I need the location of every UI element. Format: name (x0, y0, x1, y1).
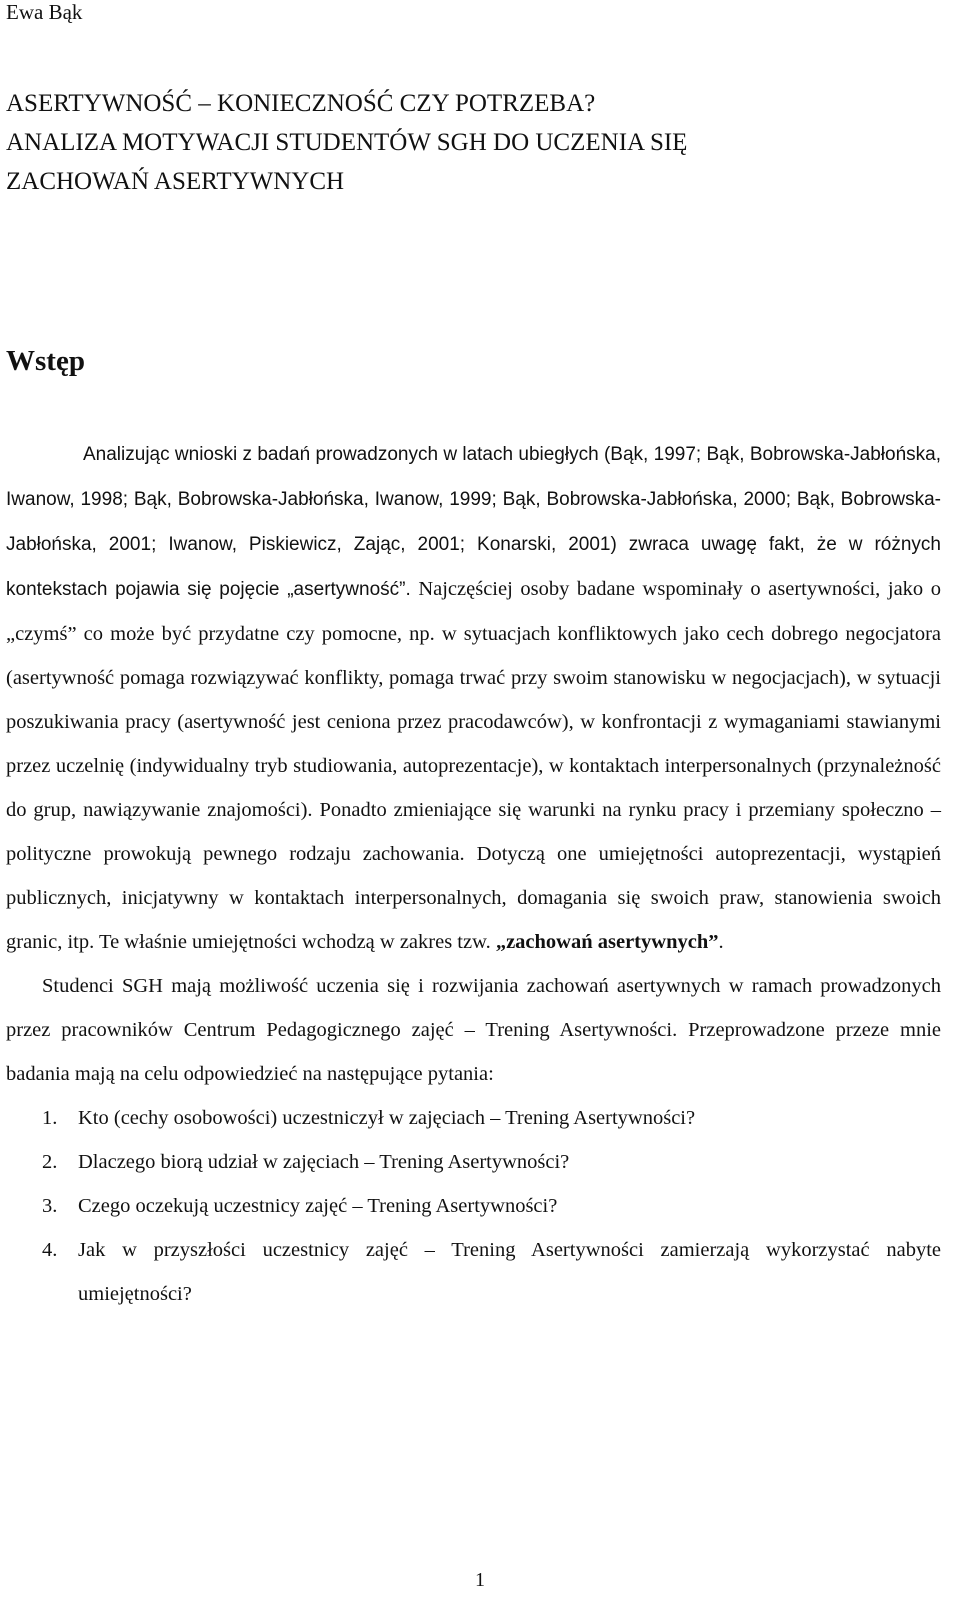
list-item-text: Jak w przyszłości uczestnicy zajęć – Trening Asertywności zamierzają wykorzystać nabyte umiejętności? (78, 1239, 941, 1305)
document-title (6, 84, 936, 201)
list-item (6, 1096, 941, 1140)
author-name: Ewa Bąk (6, 0, 83, 24)
list-item (6, 1140, 941, 1184)
list-item (6, 1228, 941, 1316)
list-item-text: Czego oczekują uczestnicy zajęć – Trening Asertywności? (78, 1195, 558, 1217)
paragraph-intro-part-a: Analizując wnioski z badań prowadzonych w latach ubiegłych (Bąk, 1997; Bąk, Bobrowska-Jabłońska, Iwanow, 1998; Bąk, Bobrowska-Jabłońska, Iwanow, 1999; Bąk, Bobrowska-Jabłońska, 2000; Bąk, Bobrowska-Jabłońska, 2001; Iwanow, Piskiewicz, Zając, 2001; Konarski, 2001) zwraca uwagę fakt, że w różnych kontekstach pojawia się pojęcie „asertywność”. (6, 444, 941, 600)
list-item (6, 1184, 941, 1228)
list-item-number: 2. (42, 1151, 58, 1173)
paragraph-research: Studenci SGH mają możliwość uczenia się i rozwijania zachowań asertywnych w ramach prowadzonych przez pracowników Centrum Pedagogicznego zajęć – Trening Asertywności. Przeprowadzone przeze mnie badania mają na celu odpowiedzieć na następujące pytania: (6, 975, 941, 1085)
section-heading: Wstęp (6, 345, 85, 377)
list-item-text: Dlaczego biorą udział w zajęciach – Trening Asertywności? (78, 1151, 570, 1173)
list-item-text: Kto (cechy osobowości) uczestniczył w zajęciach – Trening Asertywności? (78, 1107, 696, 1129)
paragraph-intro-part-b: Najczęściej osoby badane wspominały o asertywności, jako o „czymś” co może być przydatne czy pomocne, np. w sytuacjach konfliktowych jako cech dobrego negocjatora (asertywność pomaga rozwiązywać konflikty, pomaga trwać przy swoim stanowisku w negocjacjach), w sytuacji poszukiwania pracy (asertywność jest ceniona przez pracodawców), w konfrontacji z wymaganiami stawianymi przez uczelnię (indywidualny tryb studiowania, autoprezentacje), w kontaktach interpersonalnych (przynależność do grup, nawiązywanie znajomości). Ponadto zmieniające się warunki na rynku pracy i przemiany społeczno – polityczne prowokują pewnego rodzaju zachowania. Dotyczą one umiejętności autoprezentacji, wystąpień publicznych, inicjatywny w kontaktach interpersonalnych, domagania się swoich praw, stanowienia swoich granic, itp. Te właśnie umiejętności wchodzą w zakres tzw. (6, 578, 941, 953)
paragraph-intro-end: . (718, 931, 724, 953)
title-line-3: ZACHOWAŃ ASERTYWNYCH (6, 168, 345, 195)
research-questions-list (6, 1096, 941, 1316)
list-item-number: 4. (42, 1239, 58, 1261)
document-body (6, 432, 941, 1316)
title-line-1: ASERTYWNOŚĆ – KONIECZNOŚĆ CZY POTRZEBA? (6, 90, 596, 117)
bold-term: „zachowań asertywnych” (495, 931, 719, 953)
title-line-2: ANALIZA MOTYWACJI STUDENTÓW SGH DO UCZENIA SIĘ (6, 129, 688, 156)
list-item-number: 3. (42, 1195, 58, 1217)
page-number: 1 (475, 1569, 485, 1591)
paragraph-intro (6, 432, 941, 964)
list-item-number: 1. (42, 1107, 58, 1129)
